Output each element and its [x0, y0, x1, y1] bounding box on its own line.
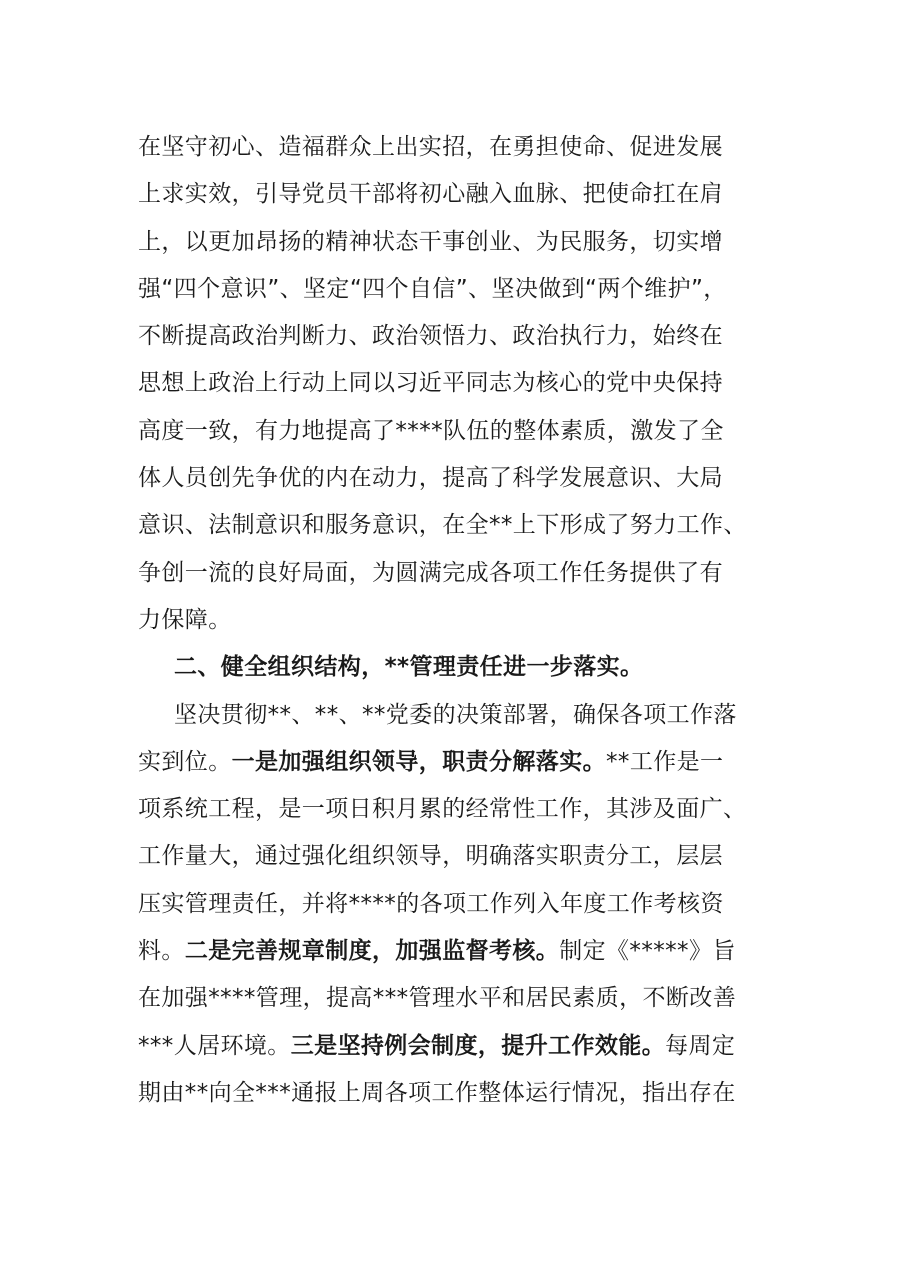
- paragraph-line: 上，以更加昂扬的精神状态干事创业、为民服务，切实增: [138, 228, 723, 255]
- paragraph-line: 思想上政治上行动上同以习近平同志为核心的党中央保持: [138, 370, 723, 397]
- text-run: 制定《*****》旨: [559, 938, 736, 965]
- text-run: 实到位。: [138, 748, 232, 775]
- paragraph-line: 体人员创先争优的内在动力，提高了科学发展意识、大局: [138, 465, 723, 492]
- document-body: [138, 124, 768, 1117]
- bold-lead-phrase: 三是坚持例会制度，提升工作效能。: [290, 1032, 666, 1059]
- paragraph-line: 强“四个意识”、坚定“四个自信”、坚决做到“两个维护”，: [138, 275, 727, 302]
- paragraph-line: [138, 928, 768, 975]
- paragraph-line: 意识、法制意识和服务意识，在全**上下形成了努力工作、: [138, 512, 747, 539]
- paragraph-line: 力保障。: [138, 606, 232, 633]
- paragraph-line: 不断提高政治判断力、政治领悟力、政治执行力，始终在: [138, 323, 723, 350]
- text-run: **工作是一: [606, 748, 724, 775]
- paragraph-line: 压实管理责任，并将****的各项工作列入年度工作考核资: [138, 890, 724, 917]
- text-run: 料。: [138, 938, 185, 965]
- bold-lead-phrase: 一是加强组织领导，职责分解落实。: [231, 748, 607, 775]
- paragraph-line: [138, 739, 768, 786]
- paragraph-line: 争创一流的良好局面，为圆满完成各项工作任务提供了有: [138, 559, 723, 586]
- bold-lead-phrase: 二是完善规章制度，加强监督考核。: [184, 938, 560, 965]
- paragraph-line: 项系统工程，是一项日积月累的经常性工作，其涉及面广、: [138, 796, 747, 823]
- paragraph-line: 在坚守初心、造福群众上出实招，在勇担使命、促进发展: [138, 134, 723, 160]
- paragraph-line: 坚决贯彻**、**、**党委的决策部署，确保各项工作落: [174, 701, 737, 728]
- paragraph-line: [138, 1023, 768, 1070]
- paragraph-line: 高度一致，有力地提高了****队伍的整体素质，激发了全: [138, 417, 724, 444]
- paragraph-line: 期由**向全***通报上周各项工作整体运行情况，指出存在: [138, 1079, 736, 1106]
- text-run: 每周定: [665, 1032, 736, 1059]
- section-heading: 二、健全组织结构，**管理责任进一步落实。: [174, 654, 644, 681]
- text-run: ***人居环境。: [138, 1032, 291, 1059]
- paragraph-line: 工作量大，通过强化组织领导，明确落实职责分工，层层: [138, 843, 723, 870]
- paragraph-line: 在加强****管理，提高***管理水平和居民素质，不断改善: [138, 985, 737, 1012]
- paragraph-line: 上求实效，引导党员干部将初心融入血脉、把使命扛在肩: [138, 181, 723, 208]
